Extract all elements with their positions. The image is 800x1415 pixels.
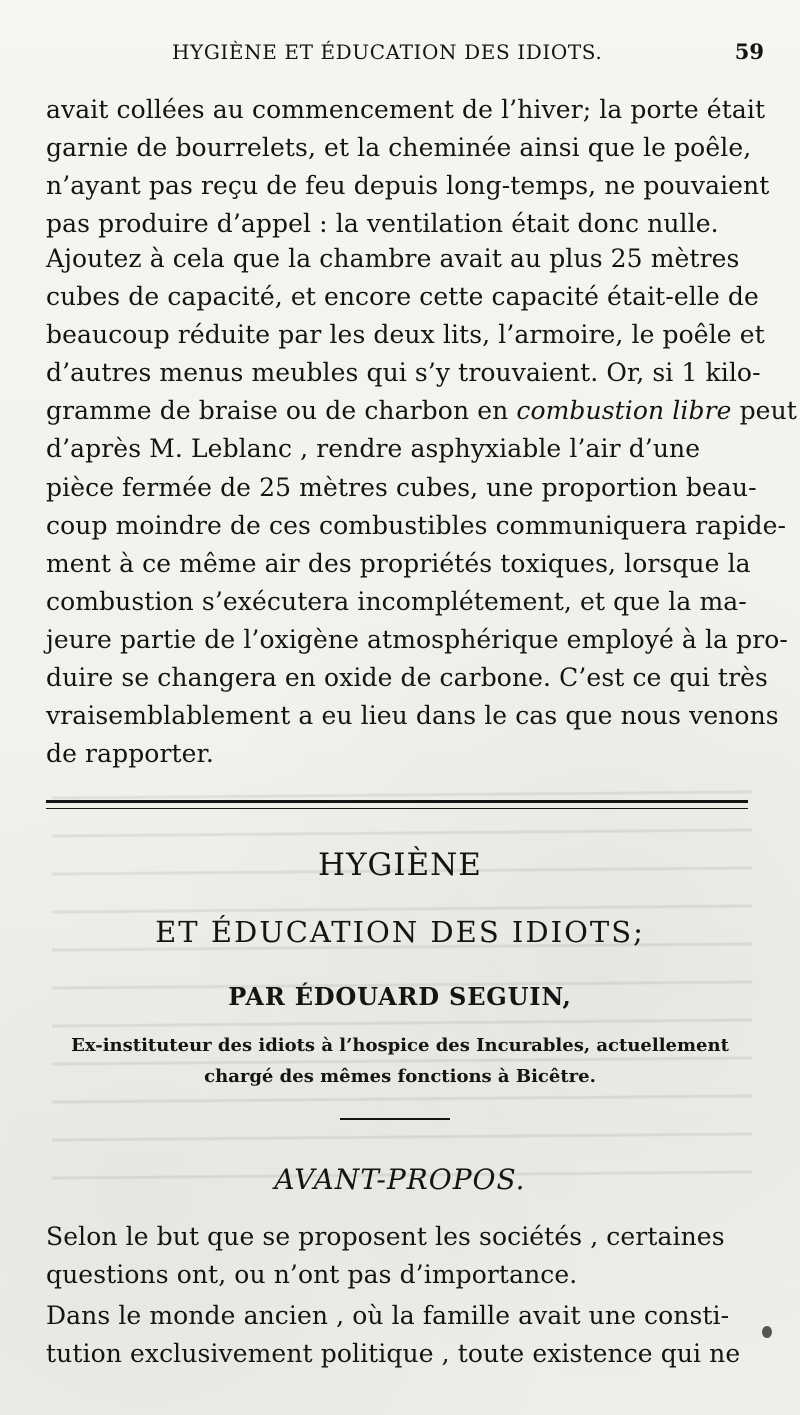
article-subtitle: ET ÉDUCATION DES IDIOTS;	[155, 915, 645, 949]
text-run: gramme de braise ou de charbon en	[46, 396, 517, 426]
text-line: duire se changera en oxide de carbone. C’est ce qui très	[46, 663, 768, 693]
author-note	[0, 1030, 800, 1092]
text-line: jeure partie de l’oxigène atmosphérique employé à la pro-	[46, 624, 788, 654]
text-line: beaucoup réduite par les deux lits, l’armoire, le poêle et	[46, 320, 765, 350]
emphasized-text: combustion libre	[516, 396, 732, 426]
author-note-line: Ex-instituteur des idiots à l’hospice des Incurables, actuellement	[71, 1035, 729, 1056]
continuation-paragraph	[46, 91, 770, 243]
short-divider	[340, 1118, 450, 1120]
page-header	[42, 36, 764, 74]
avant-propos-paragraph	[46, 1297, 752, 1373]
section-title: AVANT-PROPOS.	[274, 1163, 526, 1196]
text-line: coup moindre de ces combustibles communiquera rapide-	[46, 510, 787, 540]
text-line: avait collées au commencement de l’hiver; la porte était	[46, 95, 766, 124]
author-note-line: chargé des mêmes fonctions à Bicêtre.	[204, 1066, 596, 1087]
text-line: d’autres menus meubles qui s’y trouvaient. Or, si 1 kilo-	[46, 358, 761, 388]
article-title: HYGIÈNE	[318, 847, 482, 883]
text-line: vraisemblablement a eu lieu dans le cas que nous venons	[46, 701, 779, 731]
text-line: d’après M. Leblanc , rendre asphyxiable l’air d’une	[46, 434, 701, 464]
ink-speck	[762, 1326, 772, 1338]
text-line: garnie de bourrelets, et la cheminée ainsi que le poêle,	[46, 133, 752, 163]
page-number: 59	[734, 39, 764, 64]
section-divider-thick	[46, 800, 748, 803]
text-line: ment à ce même air des propriétés toxiques, lorsque la	[46, 548, 751, 578]
text-line: pièce fermée de 25 mètres cubes, une proportion beau-	[46, 472, 757, 502]
author-line: PAR ÉDOUARD SEGUIN,	[228, 982, 572, 1011]
avant-propos-paragraph	[46, 1218, 752, 1294]
text-line: Ajoutez à cela que la chambre avait au plus 25 mètres	[46, 244, 740, 273]
asphyxia-paragraph	[46, 240, 797, 773]
text-line: Selon le but que se proposent les sociétés , certaines	[46, 1222, 725, 1251]
text-line-with-emphasis	[46, 392, 797, 430]
text-line: combustion s’exécutera incomplétement, et que la ma-	[46, 586, 747, 616]
section-divider-thin	[46, 808, 748, 809]
text-line: cubes de capacité, et encore cette capacité était-elle de	[46, 282, 759, 312]
show-through-text-texture	[52, 767, 752, 1193]
text-line: n’ayant pas reçu de feu depuis long-temps, ne pouvaient	[46, 171, 770, 201]
text-line: Dans le monde ancien , où la famille avait une consti-	[46, 1301, 730, 1330]
text-line: de rapporter.	[46, 739, 214, 769]
text-line: questions ont, ou n’ont pas d’importance.	[46, 1260, 578, 1290]
text-line: tution exclusivement politique , toute existence qui ne	[46, 1339, 741, 1369]
running-head: HYGIÈNE ET ÉDUCATION DES IDIOTS.	[172, 40, 603, 64]
text-line: pas produire d’appel : la ventilation était donc nulle.	[46, 209, 719, 239]
text-run: peut	[731, 396, 797, 426]
